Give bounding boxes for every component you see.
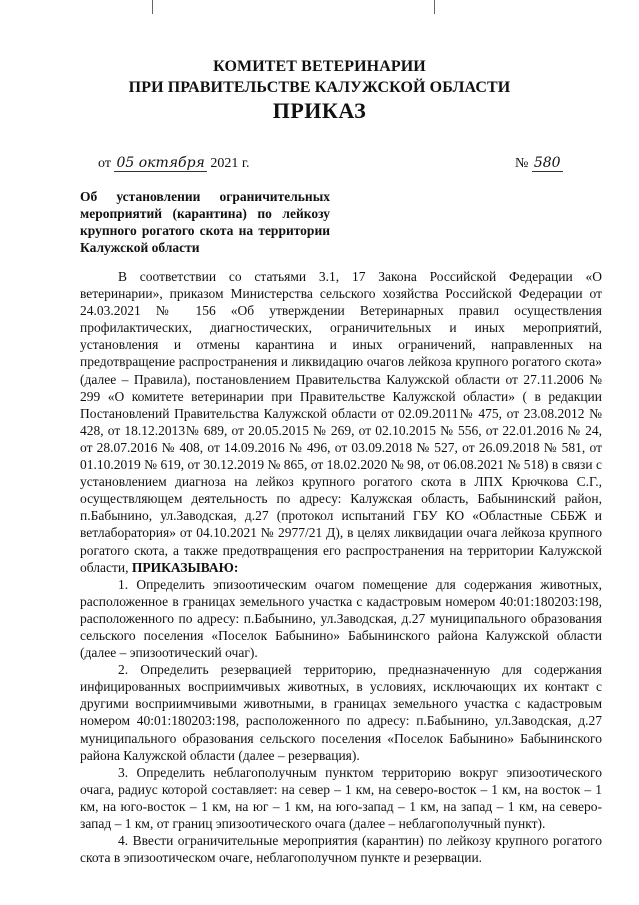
clause-2: 2. Определить резервацией территорию, предназначенную для содержания инфицированных восприимчивых животных, в условиях, исключающих их контакт с другими восприимчивыми животными, в границах земельного участка с кадастровым номером 40:01:180203:198, расположенного по адресу: п.Бабынино, ул.Заводская, д.27 муниципального образования сельского поселения «Поселок Бабынино» Бабынинского района Калужской области (далее – резервация). — [80, 662, 602, 763]
order-subject: Об установлении ограничительных мероприятий (карантина) по лейкозу крупного рогатого скота на территории Калужской области — [80, 189, 330, 255]
scan-mark-left — [152, 0, 153, 14]
clause-4: 4. Ввести ограничительные мероприятия (карантин) по лейкозу крупного рогатого скота в эпизоотическом очаге, неблагополучном пункте и резервации. — [80, 833, 602, 866]
date-year: 2021 г. — [210, 156, 250, 171]
number-label: № — [515, 156, 529, 171]
committee-affiliation: ПРИ ПРАВИТЕЛЬСТВЕ КАЛУЖСКОЙ ОБЛАСТИ — [128, 79, 511, 96]
clause-1: 1. Определить эпизоотическим очагом помещение для содержания животных, расположенное в границах земельного участка с кадастровым номером 40:01:180203:198, расположенного по адресу: п.Бабынино, ул.Заводская, д.27 муниципального образования сельского поселения «Поселок Бабынино» Бабынинского района Калужской области (далее – эпизоотический очаг). — [80, 576, 602, 661]
committee-name: КОМИТЕТ ВЕТЕРИНАРИИ — [213, 58, 426, 75]
date-handwritten: 05 октября — [116, 155, 205, 171]
document-type-title: ПРИКАЗ — [272, 98, 367, 123]
date-prefix: от — [98, 156, 111, 171]
document-header — [0, 56, 639, 98]
order-directive: ПРИКАЗЫВАЮ: — [131, 559, 239, 575]
number-handwritten: 580 — [533, 155, 561, 171]
preamble-text: В соответствии со статьями 3.1, 17 Закона Российской Федерации «О ветеринарии», приказом Министерства сельского хозяйства Российской Федерации от 24.03.2021 № 156 «Об утверждении Ветеринарных правил осуществления профилактических, диагностических, ограничительных и иных мероприятий, установления и отмены карантина и иных ограничений, направленных на предотвращение распространения и ликвидацию очагов лейкоза крупного рогатого скота» (далее – Правила), постановлением Правительства Калужской области от 27.11.2006 № 299 «О комитете ветеринарии при Правительстве Калужской области» ( в редакции Постановлений Правительства Калужской области от 02.09.2011№ 475, от 23.08.2012 № 428, от 18.12.2013№ 689, от 20.05.2015 № 269, от 02.10.2015 № 556, от 22.01.2016 № 24, от 28.07.2016 № 408, от 14.09.2016 № 496, от 03.09.2018 № 527, от 26.09.2018 № 581, от 01.10.2019 № 619, от 30.12.2019 № 865, от 18.02.2020 № 98, от 06.08.2021 № 518) в связи с установлением диагноза на лейкоз крупного рогатого скота в ЛПХ Крючкова С.Г., осуществляющем деятельность по адресу: Калужская область, Бабынинский район, п.Бабынино, ул.Заводская, д.27 (протокол испытаний ГБУ КО «Областные СББЖ и ветлаборатория» от 04.10.2021 № 2977/21 Д), в целях ликвидации очага лейкоза крупного рогатого скота, а также предотвращения его распространения на территории Калужской области, — [80, 269, 602, 575]
clause-3: 3. Определить неблагополучным пунктом территорию вокруг эпизоотического очага, радиус которой составляет: на север – 1 км, на северо-восток – 1 км, на восток – 1 км, на юго-восток – 1 км, на юг – 1 км, на юго-запад – 1 км, на запад – 1 км, на северо-запад – 1 км, от границ эпизоотического очага (далее – неблагополучный пункт). — [80, 764, 602, 831]
scan-mark-right — [434, 0, 435, 14]
order-date — [98, 155, 249, 172]
order-number — [515, 155, 563, 172]
order-body — [80, 268, 602, 866]
preamble-paragraph — [80, 268, 602, 576]
